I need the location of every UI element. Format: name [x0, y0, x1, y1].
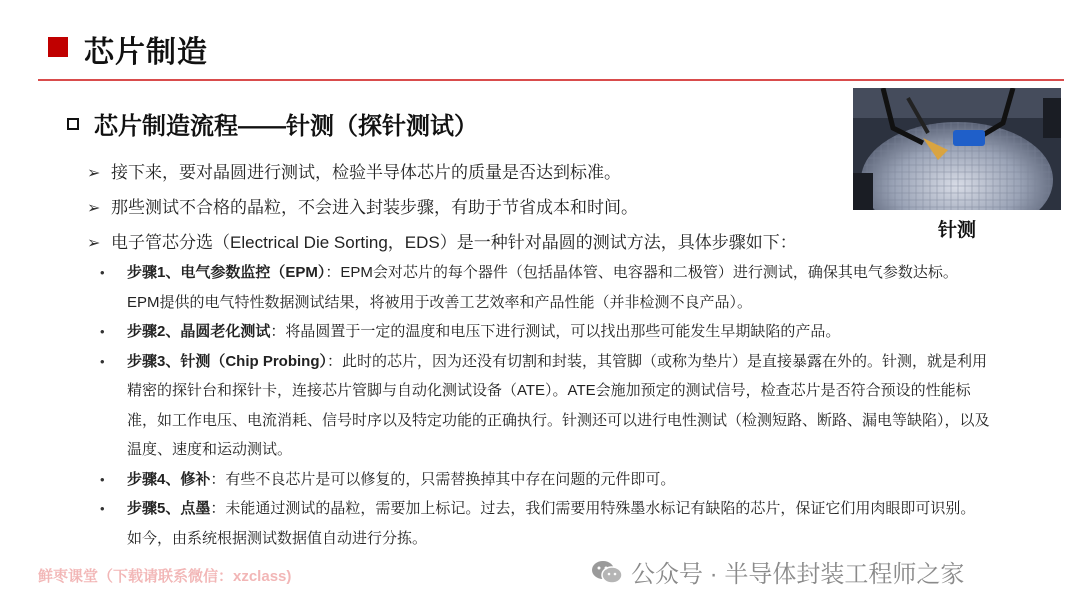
probe-test-photo [853, 88, 1061, 210]
watermark-left: 鲜枣课堂（下载请联系微信：xzclass) [38, 568, 292, 585]
step-label: 步骤5、点墨 [127, 500, 211, 517]
wechat-account-label: 公众号 · 半导体封装工程师之家 [631, 561, 965, 588]
section-title: 芯片制造流程——针测（探针测试） [94, 113, 478, 140]
step-item [100, 317, 990, 347]
step-text: ：有些不良芯片是可以修复的，只需替换掉其中存在问题的元件即可。 [210, 470, 676, 488]
bullet-item: ➢ 那些测试不合格的晶粒，不会进入封装步骤，有助于节省成本和时间。 [87, 198, 638, 217]
title-divider [38, 79, 1064, 81]
step-item [100, 494, 990, 553]
dot-bullet-icon: • [100, 265, 105, 280]
bullet-item: ➢ 电子管芯分选（Electrical Die Sorting，EDS）是一种针对晶圆的测试方法，具体步骤如下： [87, 233, 797, 252]
arrow-bullet-icon: ➢ [87, 235, 101, 252]
step-text: ：未能通过测试的晶粒，需要加上标记。过去，我们需要用特殊墨水标记有缺陷的芯片，保证它们用肉眼即可识别。如今，由系统根据测试数据值自动进行分拣。 [127, 500, 976, 547]
step-text: ：EPM会对芯片的每个器件（包括晶体管、电容器和二极管）进行测试，确保其电气参数达标。EPM提供的电气特性数据测试结果，将被用于改善工艺效率和产品性能（并非检测不良产品）。 [127, 264, 958, 311]
wechat-watermark [591, 554, 964, 589]
arrow-bullet-icon: ➢ [87, 165, 101, 182]
photo-caption: 针测 [937, 220, 976, 241]
step-item [100, 465, 990, 495]
dot-bullet-icon: • [100, 324, 105, 339]
dot-bullet-icon: • [100, 353, 105, 369]
step-item [100, 258, 990, 317]
step-label: 步骤1、电气参数监控（EPM） [127, 264, 326, 281]
section-square-bullet-icon [67, 118, 79, 130]
bullet-item: ➢ 接下来，要对晶圆进行测试，检验半导体芯片的质量是否达到标准。 [87, 163, 621, 182]
title-marker [48, 37, 68, 57]
page-title: 芯片制造 [84, 36, 208, 69]
arrow-bullet-icon: ➢ [87, 200, 101, 217]
step-label: 步骤4、修补 [127, 470, 211, 488]
step-text: ：此时的芯片，因为还没有切割和封装，其管脚（或称为垫片）是直接暴露在外的。针测，就是利用精密的探针台和探针卡，连接芯片管脚与自动化测试设备（ATE）。ATE会施加预定的测试信号，检查芯片是否符合预设的性能标准，如工作电压、电流消耗、信号时序以及特定功能的正确执行。针测还可以进行电性测试（检测短路、断路、漏电等缺陷），以及温度、速度和运动测试。 [127, 352, 990, 458]
wechat-icon [591, 559, 623, 585]
step-label: 步骤2、晶圆老化测试 [127, 323, 271, 340]
step-label: 步骤3、针测（Chip Probing） [127, 352, 327, 370]
step-list [100, 258, 990, 553]
step-item [100, 347, 990, 465]
step-text: ：将晶圆置于一定的温度和电压下进行测试，可以找出那些可能发生早期缺陷的产品。 [270, 323, 841, 340]
dot-bullet-icon: • [100, 501, 105, 516]
dot-bullet-icon: • [100, 471, 105, 487]
